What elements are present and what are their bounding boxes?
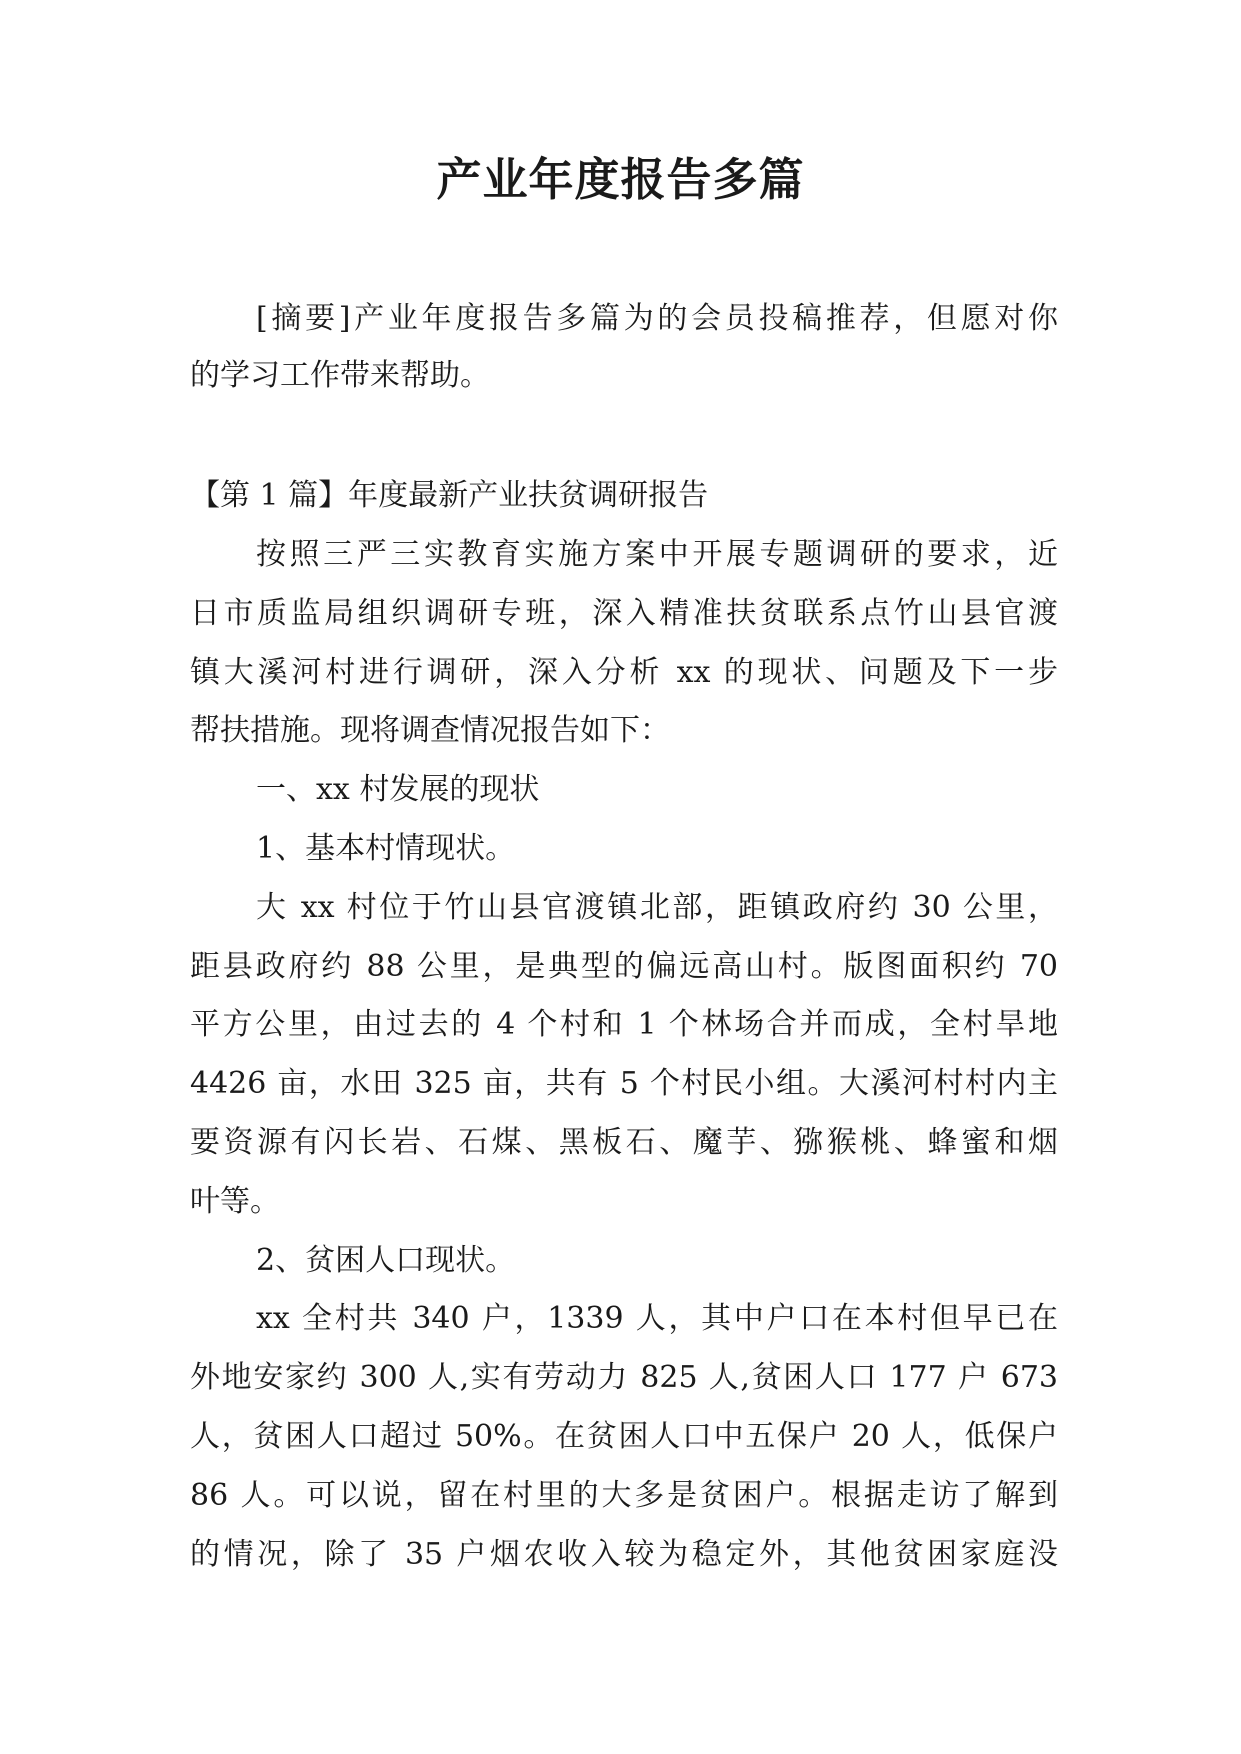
paragraph-line: 帮扶措施。现将调查情况报告如下： xyxy=(190,713,670,748)
paragraph-line: 平方公里，由过去的 4 个村和 1 个林场合并而成，全村旱地 xyxy=(190,1007,1058,1042)
paragraph-line: 大 xx 村位于竹山县官渡镇北部，距镇政府约 30 公里， xyxy=(256,890,1058,925)
paragraph-line: 要资源有闪长岩、石煤、黑板石、魔芋、猕猴桃、蜂蜜和烟 xyxy=(190,1125,1058,1160)
paragraph-line: 叶等。 xyxy=(190,1184,280,1219)
paragraph-line: 86 人。可以说，留在村里的大多是贫困户。根据走访了解到 xyxy=(190,1478,1058,1513)
paragraph-line: 人，贫困人口超过 50%。在贫困人口中五保户 20 人，低保户 xyxy=(190,1419,1058,1454)
paragraph-line: 外地安家约 300 人,实有劳动力 825 人,贫困人口 177 户 673 xyxy=(190,1360,1058,1395)
document-title: 产业年度报告多篇 xyxy=(436,153,805,206)
paragraph-line: 按照三严三实教育实施方案中开展专题调研的要求，近 xyxy=(256,537,1058,572)
subheading: 1、基本村情现状。 xyxy=(256,831,516,866)
section-heading: 【第 1 篇】年度最新产业扶贫调研报告 xyxy=(190,478,709,513)
abstract-line: [摘要]产业年度报告多篇为的会员投稿推荐，但愿对你 xyxy=(256,301,1058,336)
paragraph-line: 镇大溪河村进行调研，深入分析 xx 的现状、问题及下一步 xyxy=(190,655,1058,690)
subheading: 一、xx 村发展的现状 xyxy=(256,772,540,807)
abstract-line: 的学习工作带来帮助。 xyxy=(190,358,490,393)
paragraph-line: 的情况，除了 35 户烟农收入较为稳定外，其他贫困家庭没 xyxy=(190,1537,1058,1572)
paragraph-line: 4426 亩，水田 325 亩，共有 5 个村民小组。大溪河村村内主 xyxy=(190,1066,1058,1101)
subheading: 2、贫困人口现状。 xyxy=(256,1243,516,1278)
paragraph-line: 距县政府约 88 公里，是典型的偏远高山村。版图面积约 70 xyxy=(190,949,1058,984)
paragraph-line: xx 全村共 340 户，1339 人，其中户口在本村但早已在 xyxy=(256,1301,1058,1336)
paragraph-line: 日市质监局组织调研专班，深入精准扶贫联系点竹山县官渡 xyxy=(190,596,1058,631)
